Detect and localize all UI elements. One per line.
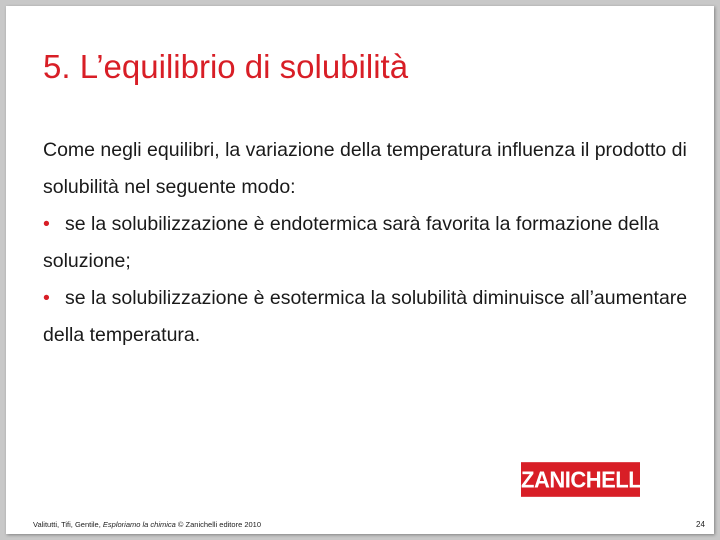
logo-text: ZANICHELLI (521, 466, 647, 493)
footer-book-title: Esploriamo la chimica (102, 520, 176, 529)
footer-credits (33, 520, 261, 529)
bullet-icon: • (43, 287, 50, 309)
bullet-text: se la solubilizzazione è esotermica la solubilità diminuisce all’aumentare della temperatura. (43, 287, 688, 346)
paragraph-text: Come negli equilibri, la variazione della temperatura influenza il prodotto di solubilità nel seguente modo: (43, 139, 687, 198)
page-number: 24 (696, 520, 705, 529)
bullet-item (43, 206, 693, 280)
paragraph-intro (43, 132, 693, 206)
slide (6, 6, 714, 534)
slide-body (43, 132, 693, 354)
bullet-icon: • (43, 213, 50, 235)
bullet-item (43, 280, 693, 354)
slide-title: 5. L’equilibrio di solubilità (43, 48, 409, 85)
footer-authors: Valitutti, Tifi, Gentile, (33, 520, 103, 529)
footer-copyright: © Zanichelli editore 2010 (175, 520, 262, 529)
zanichelli-logo (521, 462, 647, 497)
bullet-text: se la solubilizzazione è endotermica sarà favorita la formazione della soluzione; (43, 213, 659, 272)
